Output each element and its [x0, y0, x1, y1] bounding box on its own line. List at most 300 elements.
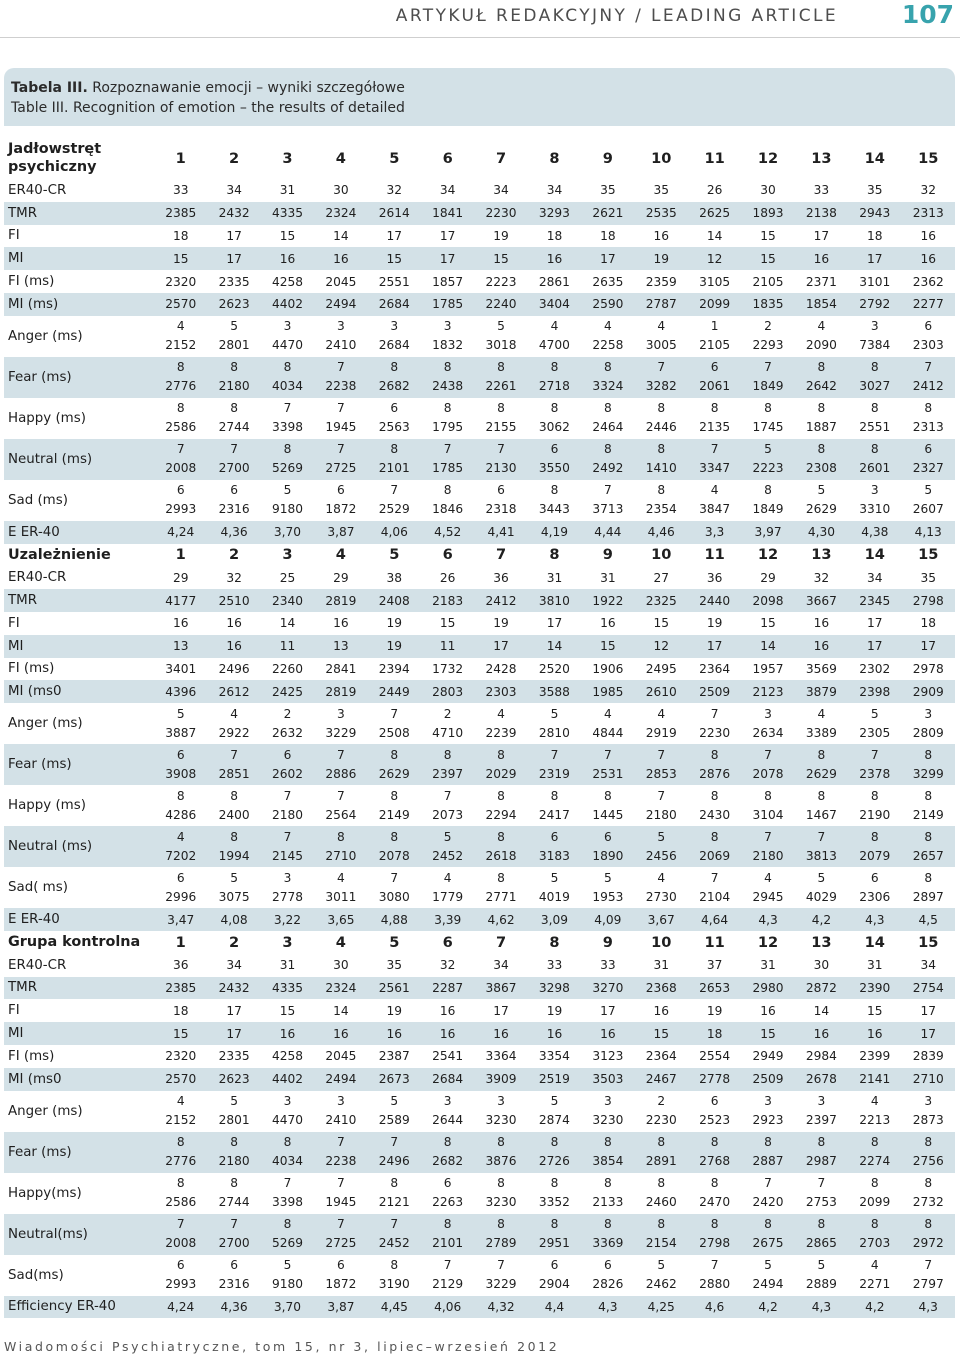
table-cell: 2684: [368, 293, 421, 316]
table-cell: [688, 316, 741, 357]
cell-count: 7: [657, 747, 666, 762]
cell-time: 2726: [538, 1154, 570, 1169]
cell-time: 5269: [271, 1236, 303, 1251]
cell-time: 2657: [912, 848, 944, 863]
table-cell: 2590: [581, 293, 634, 316]
cell-time: 2263: [432, 1195, 464, 1210]
table-cell: 2653: [688, 977, 741, 1000]
cell-time: 2753: [805, 1195, 837, 1210]
cell-count: 5: [817, 483, 826, 498]
table-cell: [421, 744, 474, 785]
column-header: 9: [602, 546, 613, 564]
cell-count: 3: [603, 1094, 612, 1109]
table-cell: 2754: [901, 977, 955, 1000]
cell-time: 3854: [592, 1154, 624, 1169]
cell-time: 2135: [699, 420, 731, 435]
table-cell: [795, 785, 848, 826]
table-cell: [154, 1132, 207, 1173]
table-cell: [795, 1255, 848, 1296]
cell-time: 3369: [592, 1236, 624, 1251]
cell-time: 3075: [218, 889, 250, 904]
cell-time: 2700: [218, 461, 250, 476]
table-cell: [635, 316, 688, 357]
column-header: 6: [442, 546, 453, 564]
cell-count: 5: [550, 1094, 559, 1109]
page-number: 107: [901, 0, 954, 29]
table-cell: [207, 744, 260, 785]
table-cell: 3293: [528, 202, 581, 225]
table-cell: 2612: [207, 680, 260, 703]
cell-time: 2564: [325, 807, 357, 822]
table-cell: [848, 826, 901, 867]
table-cell: [474, 867, 527, 908]
table-cell: 3123: [592, 1049, 624, 1064]
table-cell: 19: [706, 1003, 723, 1018]
table-cell: 3,67: [635, 908, 688, 931]
cell-time: 2293: [752, 338, 784, 353]
table-cell: 4258: [271, 1049, 303, 1064]
cell-time: 2190: [859, 807, 891, 822]
table-cell: [368, 316, 421, 357]
table-cell: [207, 480, 260, 521]
table-cell: 17: [901, 1022, 955, 1045]
table-cell: 19: [706, 616, 723, 631]
table-cell: 2673: [368, 1068, 421, 1091]
table-cell: 3879: [795, 680, 848, 703]
table-cell: [635, 1091, 688, 1132]
table-cell: [581, 316, 634, 357]
table-cell: 2287: [421, 977, 474, 1000]
table-cell: [154, 785, 207, 826]
table-row: [4, 1132, 955, 1173]
table-cell: 33: [600, 958, 616, 973]
table-cell: 35: [386, 958, 403, 973]
cell-count: 8: [764, 788, 772, 803]
table-row: [4, 439, 955, 480]
cell-count: 7: [230, 747, 238, 762]
column-header: 3: [282, 933, 293, 951]
table-cell: 3270: [581, 977, 634, 1000]
cell-time: 2887: [752, 1154, 784, 1169]
table-cell: 2980: [741, 977, 794, 1000]
cell-time: 2452: [432, 848, 464, 863]
table-cell: [741, 703, 794, 744]
table-cell: 15: [760, 228, 776, 243]
table-cell: 14: [279, 616, 296, 631]
table-cell: 4,19: [528, 521, 581, 544]
table-cell: [635, 785, 688, 826]
table-cell: [154, 316, 207, 357]
table-cell: [207, 439, 260, 480]
table-cell: 2141: [848, 1068, 901, 1091]
row-label: MI (ms0: [4, 1068, 154, 1091]
cell-count: 8: [176, 1176, 185, 1191]
cell-time: 2904: [538, 1277, 570, 1292]
cell-count: 6: [176, 747, 185, 762]
table-cell: [741, 439, 794, 480]
table-cell: [848, 1091, 901, 1132]
table-cell: [901, 439, 955, 480]
cell-time: 2801: [218, 1113, 250, 1128]
header-divider: [0, 37, 960, 38]
cell-count: 8: [497, 401, 505, 416]
table-cell: [528, 703, 581, 744]
table-cell: 27: [653, 570, 669, 585]
table-cell: [688, 703, 741, 744]
cell-time: 1872: [325, 1277, 357, 1292]
cell-count: 7: [283, 788, 292, 803]
cell-count: 8: [764, 401, 772, 416]
table-cell: 32: [439, 958, 456, 973]
cell-time: 2951: [538, 1236, 570, 1251]
table-cell: [261, 1214, 314, 1255]
table-cell: 4,24: [154, 521, 207, 544]
table-cell: [795, 867, 848, 908]
table-cell: 17: [581, 247, 634, 270]
table-cell: 2561: [368, 977, 421, 1000]
table-cell: [474, 744, 527, 785]
table-cell: 35: [867, 183, 883, 198]
caption-english: Table III. Recognition of emotion – the results of detailed: [11, 100, 405, 116]
cell-count: 8: [443, 483, 452, 498]
table-cell: 34: [493, 183, 509, 198]
table-cell: [581, 439, 634, 480]
row-label: FI: [8, 1003, 20, 1019]
table-cell: [421, 1255, 474, 1296]
cell-time: 2629: [805, 766, 837, 781]
caption-polish: [11, 80, 405, 96]
cell-time: 1832: [432, 338, 464, 353]
table-cell: 35: [600, 183, 616, 198]
table-cell: [368, 1173, 421, 1214]
cell-time: 2771: [485, 889, 517, 904]
table-cell: 2787: [635, 293, 688, 316]
table-cell: [581, 867, 634, 908]
row-label: FI: [8, 615, 20, 631]
table-cell: [207, 785, 260, 826]
table-cell: [261, 480, 314, 521]
column-header: 12: [757, 546, 779, 564]
table-row: [4, 270, 955, 293]
table-cell: [581, 398, 634, 439]
table-cell: 3,70: [261, 521, 314, 544]
table-cell: 2494: [314, 1068, 367, 1091]
table-cell: [581, 480, 634, 521]
table-cell: 4258: [271, 274, 303, 289]
row-label: Neutral (ms): [4, 439, 154, 480]
cell-count: 8: [870, 401, 879, 416]
cell-count: 8: [283, 360, 292, 375]
cell-count: 7: [283, 401, 292, 416]
table-cell: [901, 826, 955, 867]
table-row: [4, 999, 955, 1022]
cell-time: 3299: [912, 766, 944, 781]
table-cell: [795, 357, 848, 398]
table-cell: [848, 1255, 901, 1296]
cell-count: 4: [657, 870, 666, 885]
table-cell: 3867: [474, 977, 527, 1000]
cell-count: 7: [390, 483, 399, 498]
cell-time: 2090: [805, 338, 837, 353]
table-cell: [901, 744, 955, 785]
cell-time: 2397: [432, 766, 464, 781]
cell-count: 4: [176, 829, 185, 844]
cell-count: 3: [443, 319, 452, 334]
table-cell: [261, 867, 314, 908]
cell-count: 8: [497, 1135, 505, 1150]
column-header: 1: [175, 149, 186, 167]
cell-time: 2644: [432, 1113, 464, 1128]
table-cell: 19: [386, 1003, 403, 1018]
table-cell: 1985: [581, 680, 634, 703]
table-cell: [314, 1173, 367, 1214]
cell-count: 5: [550, 870, 559, 885]
table-cell: 2325: [635, 589, 688, 612]
table-cell: 2385: [154, 202, 207, 225]
table-cell: 2792: [848, 293, 901, 316]
table-row: [4, 1091, 955, 1132]
cell-time: 1467: [805, 807, 837, 822]
cell-count: 7: [497, 442, 505, 457]
table-cell: [635, 398, 688, 439]
cell-count: 3: [817, 1094, 826, 1109]
table-cell: [635, 1255, 688, 1296]
table-cell: [635, 826, 688, 867]
table-cell: [581, 703, 634, 744]
cell-time: 2629: [805, 502, 837, 517]
table-cell: [528, 785, 581, 826]
table-row: [4, 908, 955, 931]
table-cell: 4,25: [635, 1296, 688, 1319]
section-header-row: [4, 931, 955, 954]
table-cell: 15: [635, 1022, 688, 1045]
cell-time: 2496: [378, 1154, 410, 1169]
cell-time: 3389: [805, 725, 837, 740]
cell-time: 2563: [378, 420, 410, 435]
table-cell: [528, 1173, 581, 1214]
table-cell: [474, 1214, 527, 1255]
cell-time: 2851: [218, 766, 250, 781]
table-cell: 36: [706, 570, 723, 585]
cell-count: 5: [390, 1094, 399, 1109]
table-cell: 18: [600, 228, 616, 243]
table-cell: [688, 357, 741, 398]
table-cell: 16: [172, 616, 189, 631]
table-cell: [741, 867, 794, 908]
cell-count: 8: [710, 401, 719, 416]
column-header: 10: [651, 933, 672, 951]
cell-time: 2618: [485, 848, 517, 863]
table-cell: 2684: [421, 1068, 474, 1091]
cell-count: 8: [924, 1217, 933, 1232]
row-label: TMR: [4, 589, 154, 612]
cell-count: 7: [817, 1176, 826, 1191]
cell-count: 8: [230, 788, 238, 803]
table-cell: [795, 316, 848, 357]
table-cell: [688, 1173, 741, 1214]
cell-time: 3230: [485, 1113, 517, 1128]
cell-count: 8: [443, 747, 452, 762]
cell-count: 7: [390, 1135, 399, 1150]
table-cell: [848, 439, 901, 480]
table-cell: [368, 1132, 421, 1173]
cell-count: 7: [337, 788, 345, 803]
table-cell: [528, 867, 581, 908]
table-cell: 4,41: [474, 521, 527, 544]
cell-count: 7: [603, 747, 612, 762]
cell-count: 7: [443, 788, 452, 803]
cell-time: 2725: [325, 461, 357, 476]
table-cell: 15: [741, 1022, 794, 1045]
cell-time: 1872: [325, 502, 357, 517]
column-header: 13: [811, 546, 832, 564]
table-cell: 16: [760, 1003, 776, 1018]
cell-time: 2798: [699, 1236, 731, 1251]
row-label: ER40-CR: [8, 957, 67, 973]
cell-count: 5: [176, 706, 185, 721]
cell-count: 8: [230, 1176, 238, 1191]
cell-count: 6: [924, 319, 933, 334]
section-header-row: [4, 137, 955, 179]
column-header: 11: [704, 933, 725, 951]
cell-time: 2313: [912, 420, 944, 435]
table-cell: [741, 1214, 794, 1255]
table-cell: 2138: [795, 202, 848, 225]
cell-time: 4019: [538, 889, 570, 904]
cell-count: 8: [924, 747, 933, 762]
table-cell: 4,44: [581, 521, 634, 544]
table-cell: [688, 867, 741, 908]
cell-count: 8: [710, 1135, 719, 1150]
table-cell: [848, 316, 901, 357]
table-cell: [368, 398, 421, 439]
cell-time: 4844: [592, 725, 624, 740]
table-row: [4, 635, 955, 658]
cell-time: 7384: [859, 338, 891, 353]
table-cell: 2710: [901, 1068, 955, 1091]
cell-count: 7: [337, 1217, 345, 1232]
table-cell: 4396: [154, 680, 207, 703]
cell-count: 8: [657, 483, 666, 498]
cell-count: 3: [870, 483, 879, 498]
table-cell: [368, 439, 421, 480]
table-cell: [848, 398, 901, 439]
table-cell: 4402: [261, 1068, 314, 1091]
table-cell: 2494: [314, 293, 367, 316]
table-cell: 1854: [795, 293, 848, 316]
table-cell: [528, 1132, 581, 1173]
cell-time: 2492: [592, 461, 624, 476]
cell-count: 8: [497, 1176, 505, 1191]
row-label: Anger (ms): [8, 716, 83, 732]
table-cell: [314, 398, 367, 439]
cell-time: 3713: [592, 502, 624, 517]
cell-time: 2797: [912, 1277, 944, 1292]
table-cell: [795, 703, 848, 744]
cell-count: 3: [283, 870, 292, 885]
table-cell: 2623: [207, 293, 260, 316]
table-cell: 19: [635, 247, 688, 270]
table-cell: [207, 826, 260, 867]
table-cell: 3503: [581, 1068, 634, 1091]
table-cell: 2520: [538, 661, 570, 676]
cell-time: 2121: [378, 1195, 410, 1210]
table-cell: [848, 785, 901, 826]
cell-count: 3: [283, 1094, 292, 1109]
cell-time: 2880: [699, 1277, 731, 1292]
table-cell: [314, 1214, 367, 1255]
cell-count: 8: [550, 401, 559, 416]
table-cell: 15: [867, 1003, 883, 1018]
cell-time: 2261: [485, 379, 517, 394]
cell-count: 7: [390, 1217, 399, 1232]
row-label: FI (ms): [8, 661, 55, 677]
table-cell: [901, 867, 955, 908]
table-cell: 2678: [795, 1068, 848, 1091]
cell-time: 3183: [538, 848, 570, 863]
cell-count: 5: [443, 829, 452, 844]
table-row: [4, 1068, 955, 1091]
table-cell: 2432: [207, 977, 260, 1000]
table-cell: [741, 1255, 794, 1296]
cell-count: 8: [390, 788, 399, 803]
cell-count: 5: [230, 319, 238, 334]
cell-count: 5: [817, 1258, 826, 1273]
cell-count: 7: [283, 1176, 292, 1191]
table-cell: [741, 1132, 794, 1173]
table-cell: [901, 1173, 955, 1214]
table-cell: 36: [493, 570, 509, 585]
table-cell: [528, 1255, 581, 1296]
table-cell: 2302: [859, 661, 891, 676]
cell-count: 6: [924, 442, 933, 457]
row-label: Anger (ms): [8, 328, 83, 344]
table-cell: [261, 826, 314, 867]
table-cell: 4,30: [795, 521, 848, 544]
column-header: 15: [918, 149, 939, 167]
column-header: 1: [175, 546, 186, 564]
column-header: 14: [864, 546, 885, 564]
table-cell: 16: [261, 1022, 314, 1045]
table-cell: 2320: [165, 274, 197, 289]
table-cell: 15: [741, 247, 794, 270]
caption-label: Tabela III.: [11, 80, 88, 96]
table-cell: [741, 1173, 794, 1214]
cell-time: 2238: [325, 1154, 357, 1169]
table-cell: [474, 1255, 527, 1296]
table-cell: 3,39: [421, 908, 474, 931]
table-cell: [581, 785, 634, 826]
cell-time: 2607: [912, 502, 944, 517]
table-cell: [474, 357, 527, 398]
table-cell: 4,3: [901, 1296, 955, 1319]
cell-time: 2452: [378, 1236, 410, 1251]
table-cell: 1957: [752, 661, 784, 676]
cell-time: 2923: [752, 1113, 784, 1128]
table-cell: 2984: [805, 1049, 837, 1064]
table-cell: 19: [493, 616, 509, 631]
table-cell: 13: [154, 635, 207, 658]
cell-time: 2133: [592, 1195, 624, 1210]
column-header: 8: [549, 149, 560, 167]
table-cell: [581, 744, 634, 785]
table-cell: 2385: [154, 977, 207, 1000]
table-cell: 34: [226, 183, 242, 198]
table-cell: 12: [688, 247, 741, 270]
cell-time: 4029: [805, 889, 837, 904]
table-cell: 4,2: [848, 1296, 901, 1319]
cell-count: 8: [817, 442, 826, 457]
